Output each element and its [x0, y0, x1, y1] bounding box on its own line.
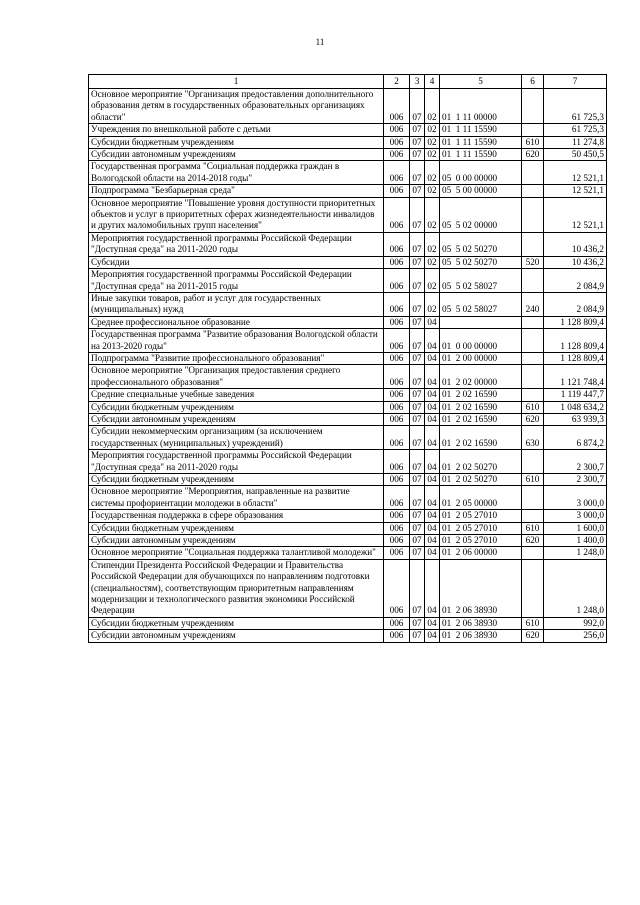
row-expense-type [522, 316, 544, 328]
row-name: Субсидии бюджетным учреждениям [89, 617, 384, 629]
row-expense-type: 610 [522, 401, 544, 413]
row-ministry-code: 006 [384, 630, 410, 642]
row-ministry-code: 006 [384, 329, 410, 353]
table-row [89, 197, 607, 232]
row-name: Стипендии Президента Российской Федерации и Правительства Российской Федерации для обучающихся по направлениям подготовки (специальностям), соответствующим приоритетным направлениям модернизации и технологического развития экономики Российской Федерации [89, 559, 384, 617]
row-section-code: 07 [410, 352, 425, 364]
row-name: Мероприятия государственной программы Российской Федерации "Доступная среда" на 2011-2015 годы [89, 269, 384, 293]
row-target-article: 01 1 11 00000 [440, 89, 522, 124]
row-ministry-code: 006 [384, 161, 410, 185]
row-expense-type [522, 547, 544, 559]
row-amount: 61 725,3 [544, 89, 607, 124]
row-target-article: 05 0 00 00000 [440, 161, 522, 185]
row-section-code: 07 [410, 450, 425, 474]
row-amount: 1 048 634,2 [544, 401, 607, 413]
page-number: 11 [315, 37, 325, 47]
row-name: Основное мероприятие "Повышение уровня доступности приоритетных объектов и услуг в приоритетных сферах жизнедеятельности инвалидов и других маломобильных групп населения" [89, 197, 384, 232]
row-name: Мероприятия государственной программы Российской Федерации "Доступная среда" на 2011-2020 годы [89, 450, 384, 474]
row-ministry-code: 006 [384, 486, 410, 510]
row-subsection-code: 04 [425, 522, 440, 534]
row-section-code: 07 [410, 256, 425, 268]
row-target-article: 01 2 02 16590 [440, 413, 522, 425]
table-row [89, 486, 607, 510]
row-expense-type: 240 [522, 292, 544, 316]
row-name: Субсидии [89, 256, 384, 268]
table-row [89, 269, 607, 293]
row-amount: 1 600,0 [544, 522, 607, 534]
row-ministry-code: 006 [384, 89, 410, 124]
row-section-code: 07 [410, 630, 425, 642]
row-ministry-code: 006 [384, 269, 410, 293]
row-ministry-code: 006 [384, 256, 410, 268]
row-expense-type: 620 [522, 413, 544, 425]
row-expense-type [522, 124, 544, 136]
row-subsection-code: 04 [425, 547, 440, 559]
row-amount: 63 939,3 [544, 413, 607, 425]
row-target-article: 01 2 05 27010 [440, 522, 522, 534]
table-row [89, 352, 607, 364]
row-expense-type: 610 [522, 617, 544, 629]
row-expense-type [522, 269, 544, 293]
table-row [89, 365, 607, 389]
row-amount: 2 084,9 [544, 269, 607, 293]
row-section-code: 07 [410, 232, 425, 256]
row-subsection-code: 02 [425, 256, 440, 268]
table-row [89, 535, 607, 547]
row-ministry-code: 006 [384, 510, 410, 522]
header-row [89, 75, 607, 89]
row-name: Субсидии бюджетным учреждениям [89, 522, 384, 534]
row-subsection-code: 04 [425, 559, 440, 617]
row-amount: 2 300,7 [544, 474, 607, 486]
col-header-amount: 7 [544, 75, 607, 89]
row-subsection-code: 02 [425, 149, 440, 161]
table-row [89, 474, 607, 486]
col-header-subsection: 4 [425, 75, 440, 89]
row-expense-type [522, 89, 544, 124]
row-ministry-code: 006 [384, 232, 410, 256]
table-row [89, 149, 607, 161]
row-target-article: 01 2 00 00000 [440, 352, 522, 364]
row-ministry-code: 006 [384, 352, 410, 364]
row-target-article: 01 1 11 15590 [440, 124, 522, 136]
row-name: Основное мероприятие "Организация предоставления среднего профессионального образования" [89, 365, 384, 389]
row-amount: 2 300,7 [544, 450, 607, 474]
row-section-code: 07 [410, 547, 425, 559]
row-expense-type: 610 [522, 474, 544, 486]
row-name: Основное мероприятие "Социальная поддержка талантливой молодежи" [89, 547, 384, 559]
row-name: Подпрограмма "Безбарьерная среда" [89, 185, 384, 197]
row-name: Среднее профессиональное образование [89, 316, 384, 328]
row-subsection-code: 02 [425, 136, 440, 148]
row-ministry-code: 006 [384, 426, 410, 450]
row-target-article: 05 5 00 00000 [440, 185, 522, 197]
table-row [89, 185, 607, 197]
row-expense-type: 620 [522, 535, 544, 547]
row-expense-type: 610 [522, 522, 544, 534]
row-expense-type: 620 [522, 630, 544, 642]
row-target-article: 01 0 00 00000 [440, 329, 522, 353]
row-expense-type [522, 352, 544, 364]
row-section-code: 07 [410, 269, 425, 293]
row-target-article: 01 2 06 38930 [440, 630, 522, 642]
row-amount: 11 274,8 [544, 136, 607, 148]
row-target-article: 01 2 02 16590 [440, 426, 522, 450]
row-amount: 1 248,0 [544, 547, 607, 559]
table-body [89, 89, 607, 643]
row-target-article: 01 1 11 15590 [440, 149, 522, 161]
row-subsection-code: 04 [425, 389, 440, 401]
col-header-ministry: 2 [384, 75, 410, 89]
row-expense-type [522, 559, 544, 617]
row-target-article: 01 1 11 15590 [440, 136, 522, 148]
table-row [89, 413, 607, 425]
row-expense-type: 620 [522, 149, 544, 161]
row-amount: 3 000,0 [544, 486, 607, 510]
row-target-article [440, 316, 522, 328]
row-subsection-code: 04 [425, 365, 440, 389]
table-row [89, 256, 607, 268]
row-section-code: 07 [410, 185, 425, 197]
table-row [89, 630, 607, 642]
row-target-article: 01 2 06 38930 [440, 559, 522, 617]
row-ministry-code: 006 [384, 522, 410, 534]
row-name: Иные закупки товаров, работ и услуг для государственных (муниципальных) нужд [89, 292, 384, 316]
col-header-target-article: 5 [440, 75, 522, 89]
row-target-article: 05 5 02 00000 [440, 197, 522, 232]
row-amount: 1 119 447,7 [544, 389, 607, 401]
table-row [89, 426, 607, 450]
row-section-code: 07 [410, 197, 425, 232]
table-row [89, 401, 607, 413]
row-amount: 12 521,1 [544, 197, 607, 232]
row-expense-type [522, 486, 544, 510]
row-target-article: 01 2 05 27010 [440, 535, 522, 547]
row-ministry-code: 006 [384, 389, 410, 401]
row-section-code: 07 [410, 136, 425, 148]
row-target-article: 01 2 05 00000 [440, 486, 522, 510]
table-row [89, 124, 607, 136]
row-expense-type [522, 389, 544, 401]
row-section-code: 07 [410, 522, 425, 534]
row-name: Учреждения по внешкольной работе с детьми [89, 124, 384, 136]
row-name: Основное мероприятие "Мероприятия, направленные на развитие системы профориентации молодежи в области" [89, 486, 384, 510]
row-name: Государственная поддержка в сфере образования [89, 510, 384, 522]
row-expense-type: 610 [522, 136, 544, 148]
row-target-article: 01 2 06 38930 [440, 617, 522, 629]
row-name: Мероприятия государственной программы Российской Федерации "Доступная среда" на 2011-2020 годы [89, 232, 384, 256]
row-name: Субсидии бюджетным учреждениям [89, 401, 384, 413]
row-subsection-code: 02 [425, 124, 440, 136]
row-amount: 2 084,9 [544, 292, 607, 316]
row-subsection-code: 04 [425, 426, 440, 450]
row-section-code: 07 [410, 124, 425, 136]
row-amount: 12 521,1 [544, 161, 607, 185]
row-name: Субсидии бюджетным учреждениям [89, 474, 384, 486]
row-amount: 1 128 809,4 [544, 329, 607, 353]
row-name: Основное мероприятие "Организация предоставления дополнительного образования детям в государственных образовательных организациях области" [89, 89, 384, 124]
row-name: Субсидии некоммерческим организациям (за исключением государственных (муниципальных) учреждений) [89, 426, 384, 450]
row-name: Субсидии автономным учреждениям [89, 149, 384, 161]
row-section-code: 07 [410, 474, 425, 486]
row-amount: 1 400,0 [544, 535, 607, 547]
row-expense-type [522, 232, 544, 256]
row-ministry-code: 006 [384, 185, 410, 197]
row-ministry-code: 006 [384, 413, 410, 425]
row-expense-type [522, 197, 544, 232]
table-row [89, 232, 607, 256]
table-row [89, 136, 607, 148]
table-row [89, 510, 607, 522]
row-amount: 3 000,0 [544, 510, 607, 522]
row-subsection-code: 04 [425, 535, 440, 547]
row-section-code: 07 [410, 426, 425, 450]
table-row [89, 316, 607, 328]
row-ministry-code: 006 [384, 136, 410, 148]
row-section-code: 07 [410, 401, 425, 413]
row-subsection-code: 04 [425, 316, 440, 328]
row-amount: 12 521,1 [544, 185, 607, 197]
row-expense-type [522, 329, 544, 353]
row-target-article: 05 5 02 58027 [440, 269, 522, 293]
row-name: Субсидии автономным учреждениям [89, 630, 384, 642]
row-target-article: 01 2 06 00000 [440, 547, 522, 559]
row-subsection-code: 04 [425, 617, 440, 629]
row-target-article: 01 2 02 00000 [440, 365, 522, 389]
row-subsection-code: 02 [425, 292, 440, 316]
table-row [89, 450, 607, 474]
col-header-expense-type: 6 [522, 75, 544, 89]
row-section-code: 07 [410, 617, 425, 629]
row-ministry-code: 006 [384, 474, 410, 486]
row-amount: 992,0 [544, 617, 607, 629]
row-subsection-code: 02 [425, 161, 440, 185]
row-ministry-code: 006 [384, 292, 410, 316]
row-amount: 256,0 [544, 630, 607, 642]
table-row [89, 389, 607, 401]
row-ministry-code: 006 [384, 197, 410, 232]
row-ministry-code: 006 [384, 535, 410, 547]
row-ministry-code: 006 [384, 450, 410, 474]
row-name: Государственная программа "Социальная поддержка граждан в Вологодской области на 2014-2018 годы" [89, 161, 384, 185]
row-subsection-code: 04 [425, 510, 440, 522]
row-section-code: 07 [410, 329, 425, 353]
row-section-code: 07 [410, 413, 425, 425]
row-subsection-code: 02 [425, 197, 440, 232]
row-section-code: 07 [410, 316, 425, 328]
row-ministry-code: 006 [384, 149, 410, 161]
row-amount: 10 436,2 [544, 256, 607, 268]
table-row [89, 161, 607, 185]
row-subsection-code: 04 [425, 630, 440, 642]
row-target-article: 01 2 05 27010 [440, 510, 522, 522]
row-name: Государственная программа "Развитие образования Вологодской области на 2013-2020 годы" [89, 329, 384, 353]
row-section-code: 07 [410, 365, 425, 389]
row-target-article: 05 5 02 50270 [440, 256, 522, 268]
row-ministry-code: 006 [384, 617, 410, 629]
row-amount: 1 121 748,4 [544, 365, 607, 389]
table-row [89, 292, 607, 316]
row-ministry-code: 006 [384, 559, 410, 617]
row-ministry-code: 006 [384, 547, 410, 559]
row-subsection-code: 04 [425, 352, 440, 364]
table-row [89, 89, 607, 124]
table-row [89, 547, 607, 559]
row-name: Средние специальные учебные заведения [89, 389, 384, 401]
row-subsection-code: 04 [425, 486, 440, 510]
row-subsection-code: 02 [425, 185, 440, 197]
row-expense-type [522, 510, 544, 522]
row-name: Субсидии автономным учреждениям [89, 413, 384, 425]
table-row [89, 522, 607, 534]
row-amount: 1 248,0 [544, 559, 607, 617]
row-subsection-code: 04 [425, 413, 440, 425]
row-target-article: 01 2 02 50270 [440, 450, 522, 474]
row-ministry-code: 006 [384, 124, 410, 136]
row-section-code: 07 [410, 149, 425, 161]
row-expense-type [522, 365, 544, 389]
row-amount: 6 874,2 [544, 426, 607, 450]
row-section-code: 07 [410, 389, 425, 401]
row-section-code: 07 [410, 292, 425, 316]
row-expense-type [522, 185, 544, 197]
row-subsection-code: 04 [425, 401, 440, 413]
row-amount: 1 128 809,4 [544, 316, 607, 328]
row-expense-type: 630 [522, 426, 544, 450]
row-name: Субсидии бюджетным учреждениям [89, 136, 384, 148]
row-section-code: 07 [410, 510, 425, 522]
row-name: Субсидии автономным учреждениям [89, 535, 384, 547]
row-name: Подпрограмма "Развитие профессионального образования" [89, 352, 384, 364]
row-amount: 50 450,5 [544, 149, 607, 161]
row-subsection-code: 04 [425, 474, 440, 486]
row-section-code: 07 [410, 89, 425, 124]
table-row [89, 329, 607, 353]
row-subsection-code: 02 [425, 89, 440, 124]
row-ministry-code: 006 [384, 401, 410, 413]
row-section-code: 07 [410, 486, 425, 510]
row-section-code: 07 [410, 161, 425, 185]
row-amount: 61 725,3 [544, 124, 607, 136]
row-expense-type: 520 [522, 256, 544, 268]
row-amount: 10 436,2 [544, 232, 607, 256]
row-subsection-code: 04 [425, 450, 440, 474]
row-target-article: 05 5 02 58027 [440, 292, 522, 316]
row-subsection-code: 02 [425, 232, 440, 256]
row-expense-type [522, 450, 544, 474]
row-target-article: 01 2 02 50270 [440, 474, 522, 486]
budget-table [88, 74, 607, 643]
row-target-article: 01 2 02 16590 [440, 401, 522, 413]
table-row [89, 617, 607, 629]
row-subsection-code: 04 [425, 329, 440, 353]
row-expense-type [522, 161, 544, 185]
row-target-article: 01 2 02 16590 [440, 389, 522, 401]
row-ministry-code: 006 [384, 316, 410, 328]
table-row [89, 559, 607, 617]
row-target-article: 05 5 02 50270 [440, 232, 522, 256]
row-amount: 1 128 809,4 [544, 352, 607, 364]
row-section-code: 07 [410, 535, 425, 547]
row-ministry-code: 006 [384, 365, 410, 389]
row-section-code: 07 [410, 559, 425, 617]
col-header-section: 3 [410, 75, 425, 89]
row-subsection-code: 02 [425, 269, 440, 293]
col-header-name: 1 [89, 75, 384, 89]
